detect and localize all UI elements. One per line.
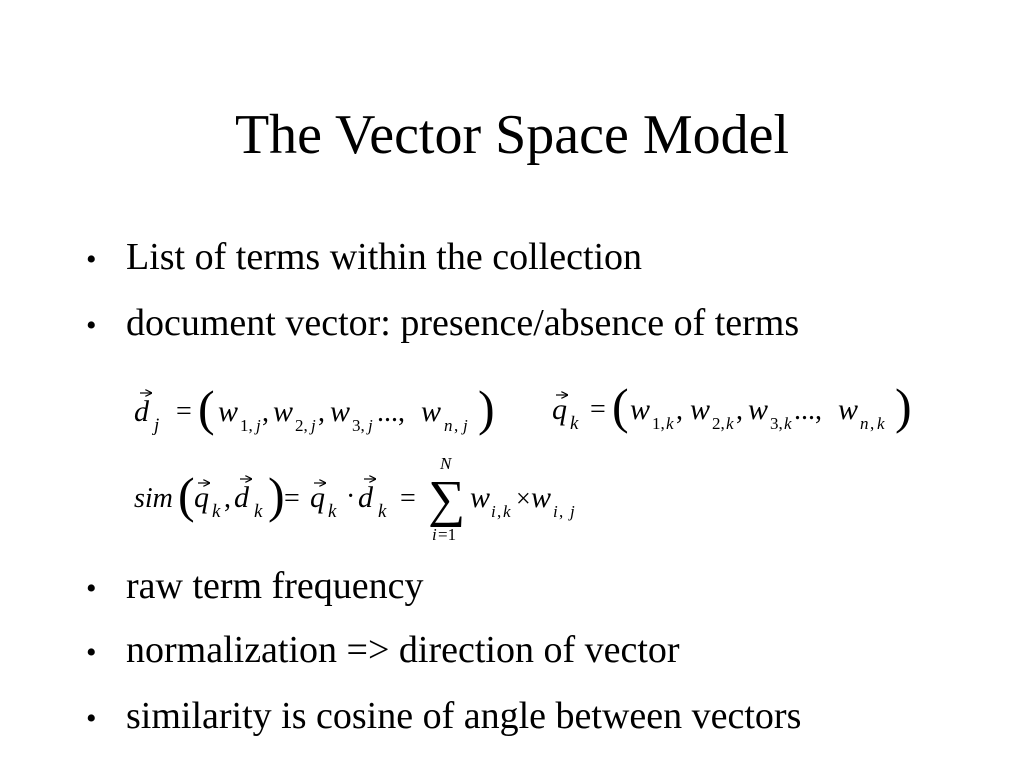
svg-text:d: d [134, 395, 149, 428]
svg-text:=1: =1 [438, 525, 457, 544]
svg-text:k: k [877, 414, 885, 433]
doc-vector-formula [134, 380, 495, 436]
svg-text:sim: sim [134, 483, 173, 514]
svg-text:,: , [870, 414, 875, 433]
svg-text:i: i [491, 502, 496, 521]
bullet-item [86, 563, 424, 612]
svg-text:,: , [262, 397, 269, 428]
svg-text:w: w [470, 481, 491, 514]
svg-text:i: i [553, 502, 558, 521]
svg-text:n: n [444, 416, 453, 435]
bullet-item [86, 234, 642, 283]
svg-text:N: N [440, 454, 452, 473]
svg-text:w: w [273, 395, 294, 428]
bullet-item [86, 693, 801, 742]
svg-text:j: j [368, 416, 373, 435]
svg-text:w: w [630, 393, 651, 426]
svg-text:): ) [895, 378, 912, 434]
svg-text:,: , [497, 502, 502, 521]
svg-text:2,: 2, [712, 414, 725, 433]
svg-text:,: , [318, 397, 325, 428]
bullet-item [86, 627, 680, 676]
svg-text:∑: ∑ [428, 471, 466, 528]
svg-text:w: w [421, 395, 442, 428]
svg-text:...,: ..., [794, 395, 822, 426]
svg-text:j: j [154, 415, 160, 436]
svg-text:i: i [432, 525, 437, 544]
svg-text:q: q [194, 481, 209, 514]
svg-text:d: d [358, 481, 373, 514]
svg-text:k: k [503, 502, 511, 521]
svg-text:k: k [212, 501, 221, 522]
svg-text:j: j [570, 502, 575, 521]
svg-text:×: × [516, 484, 531, 513]
bullet-item [86, 300, 799, 349]
svg-text:j: j [311, 416, 316, 435]
svg-text:w: w [531, 481, 552, 514]
bullet-text: normalization => direction of vector [126, 629, 680, 671]
bullet-text: raw term frequency [126, 565, 424, 607]
svg-text:,: , [676, 395, 683, 426]
svg-text:j: j [463, 416, 468, 435]
svg-text:·: · [346, 481, 356, 512]
svg-text:j: j [256, 416, 261, 435]
bullet-text: similarity is cosine of angle between vectors [126, 695, 802, 737]
similarity-formula [134, 454, 575, 544]
svg-text:w: w [218, 395, 239, 428]
bullet-marker: • [86, 572, 97, 605]
svg-text:k: k [328, 501, 337, 522]
svg-text:d: d [234, 481, 249, 514]
svg-text:1,: 1, [652, 414, 665, 433]
svg-text:...,: ..., [377, 397, 405, 428]
svg-text:,: , [454, 416, 459, 435]
svg-text:,: , [736, 395, 743, 426]
svg-text:2,: 2, [295, 416, 308, 435]
svg-text:k: k [726, 414, 734, 433]
svg-text:=: = [400, 483, 416, 514]
svg-text:w: w [330, 395, 351, 428]
svg-text:=: = [176, 396, 192, 427]
bullet-marker: • [86, 309, 97, 342]
svg-text:3,: 3, [352, 416, 365, 435]
svg-text:q: q [552, 393, 567, 426]
svg-text:n: n [860, 414, 869, 433]
svg-text:w: w [748, 393, 769, 426]
query-vector-formula [552, 378, 912, 434]
bullet-marker: • [86, 702, 97, 735]
bullet-marker: • [86, 243, 97, 276]
svg-text:k: k [666, 414, 674, 433]
bullet-text: List of terms within the collection [126, 236, 643, 278]
svg-text:k: k [254, 501, 263, 522]
svg-text:k: k [378, 501, 387, 522]
svg-text:,: , [224, 483, 231, 514]
svg-text:w: w [838, 393, 859, 426]
svg-text:): ) [268, 467, 285, 523]
svg-text:,: , [559, 502, 564, 521]
bullet-text: document vector: presence/absence of terms [126, 302, 800, 344]
svg-text:q: q [310, 481, 325, 514]
svg-text:3,: 3, [770, 414, 783, 433]
svg-text:(: ( [178, 467, 195, 523]
svg-text:w: w [690, 393, 711, 426]
svg-text:=: = [590, 394, 606, 425]
svg-text:(: ( [198, 380, 215, 436]
svg-text:k: k [570, 413, 579, 434]
svg-text:=: = [284, 483, 300, 514]
svg-text:): ) [478, 380, 495, 436]
svg-text:1,: 1, [240, 416, 253, 435]
svg-text:k: k [784, 414, 792, 433]
svg-text:(: ( [612, 378, 629, 434]
slide-title: The Vector Space Model [234, 104, 790, 166]
bullet-marker: • [86, 636, 97, 669]
